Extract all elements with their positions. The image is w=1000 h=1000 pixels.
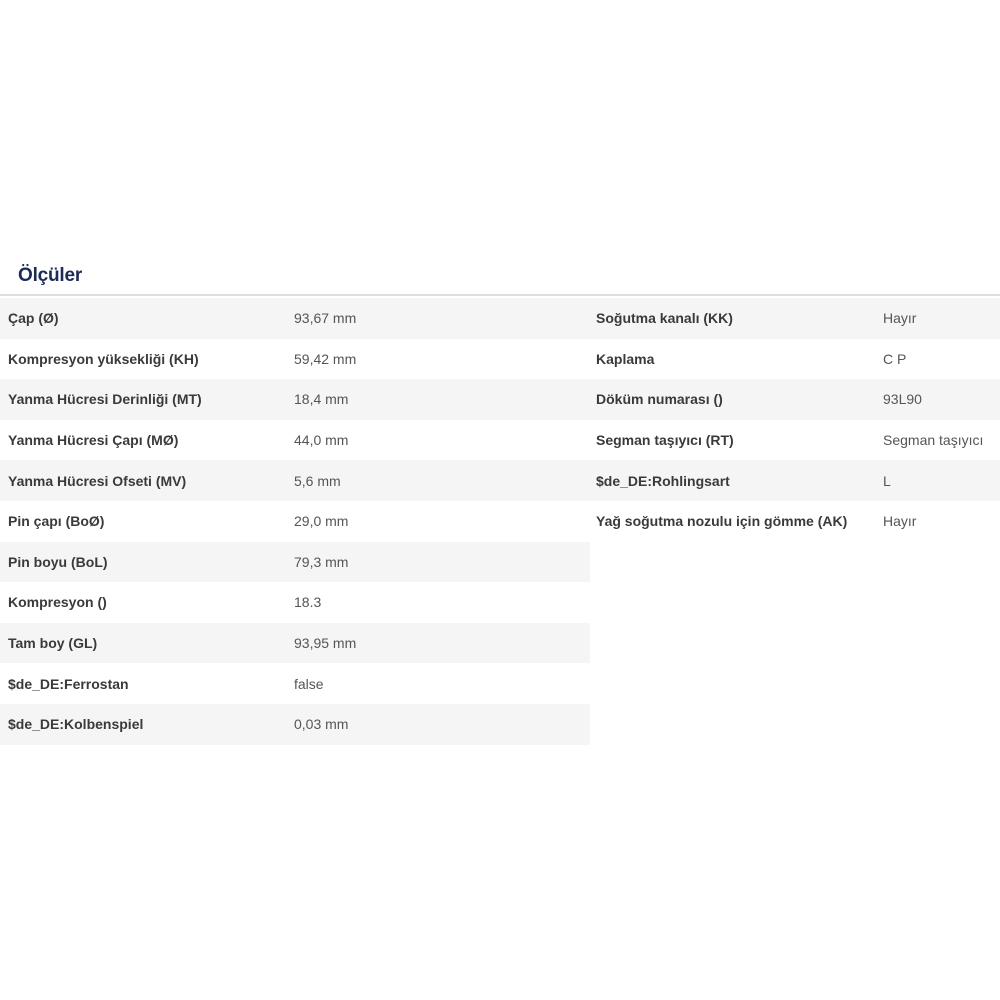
- spec-row: [590, 420, 1000, 461]
- spec-label: $de_DE:Rohlingsart: [596, 472, 730, 489]
- spec-row: [0, 501, 590, 542]
- spec-row: [0, 663, 590, 704]
- spec-row: [0, 298, 590, 339]
- spec-value: Segman taşıyıcı: [883, 432, 984, 449]
- spec-value: 59,42 mm: [294, 350, 357, 367]
- spec-row: [590, 460, 1000, 501]
- spec-label: Tam boy (GL): [8, 635, 98, 652]
- spec-row: [0, 704, 590, 745]
- spec-value: 0,03 mm: [294, 716, 349, 733]
- spec-value: 18,4 mm: [294, 391, 349, 408]
- spec-label: Pin boyu (BoL): [8, 553, 108, 570]
- spec-row: [0, 420, 590, 461]
- spec-row: [590, 339, 1000, 380]
- spec-value: Hayır: [883, 310, 917, 327]
- spec-label: Pin çapı (BoØ): [8, 513, 105, 530]
- spec-label: Yanma Hücresi Ofseti (MV): [8, 472, 187, 489]
- spec-value: 79,3 mm: [294, 553, 349, 570]
- dimensions-section: [0, 258, 1000, 745]
- spec-value: 44,0 mm: [294, 432, 349, 449]
- spec-value: 93,95 mm: [294, 635, 357, 652]
- spec-label: Kompresyon (): [8, 594, 107, 611]
- spec-label: Çap (Ø): [8, 310, 59, 327]
- spec-row: [0, 460, 590, 501]
- spec-label: $de_DE:Kolbenspiel: [8, 716, 144, 733]
- spec-value: C P: [883, 350, 907, 367]
- spec-label: Kompresyon yüksekliği (KH): [8, 350, 199, 367]
- spec-label: Yağ soğutma nozulu için gömme (AK): [596, 513, 848, 530]
- spec-value: 93,67 mm: [294, 310, 357, 327]
- specs-table-right: [590, 298, 1000, 745]
- spec-label: Soğutma kanalı (KK): [596, 310, 733, 327]
- spec-value: L: [883, 472, 891, 489]
- spec-value: false: [294, 675, 324, 692]
- spec-value: 18.3: [294, 594, 322, 611]
- specs-table-left: [0, 298, 590, 745]
- spec-value: 93L90: [883, 391, 922, 408]
- spec-label: Segman taşıyıcı (RT): [596, 432, 734, 449]
- spec-label: Kaplama: [596, 350, 655, 367]
- spec-row: [590, 501, 1000, 542]
- spec-row: [590, 298, 1000, 339]
- section-divider: [0, 294, 1000, 296]
- spec-value: Hayır: [883, 513, 917, 530]
- spec-row: [0, 339, 590, 380]
- section-title: Ölçüler: [18, 265, 83, 286]
- spec-row: [0, 542, 590, 583]
- spec-value: 29,0 mm: [294, 513, 349, 530]
- spec-row: [590, 379, 1000, 420]
- specs-tables: [0, 298, 1000, 745]
- spec-label: Yanma Hücresi Derinliği (MT): [8, 391, 202, 408]
- spec-row: [0, 623, 590, 664]
- spec-label: Döküm numarası (): [596, 391, 723, 408]
- spec-value: 5,6 mm: [294, 472, 341, 489]
- spec-row: [0, 379, 590, 420]
- spec-label: $de_DE:Ferrostan: [8, 675, 129, 692]
- spec-label: Yanma Hücresi Çapı (MØ): [8, 432, 179, 449]
- spec-row: [0, 582, 590, 623]
